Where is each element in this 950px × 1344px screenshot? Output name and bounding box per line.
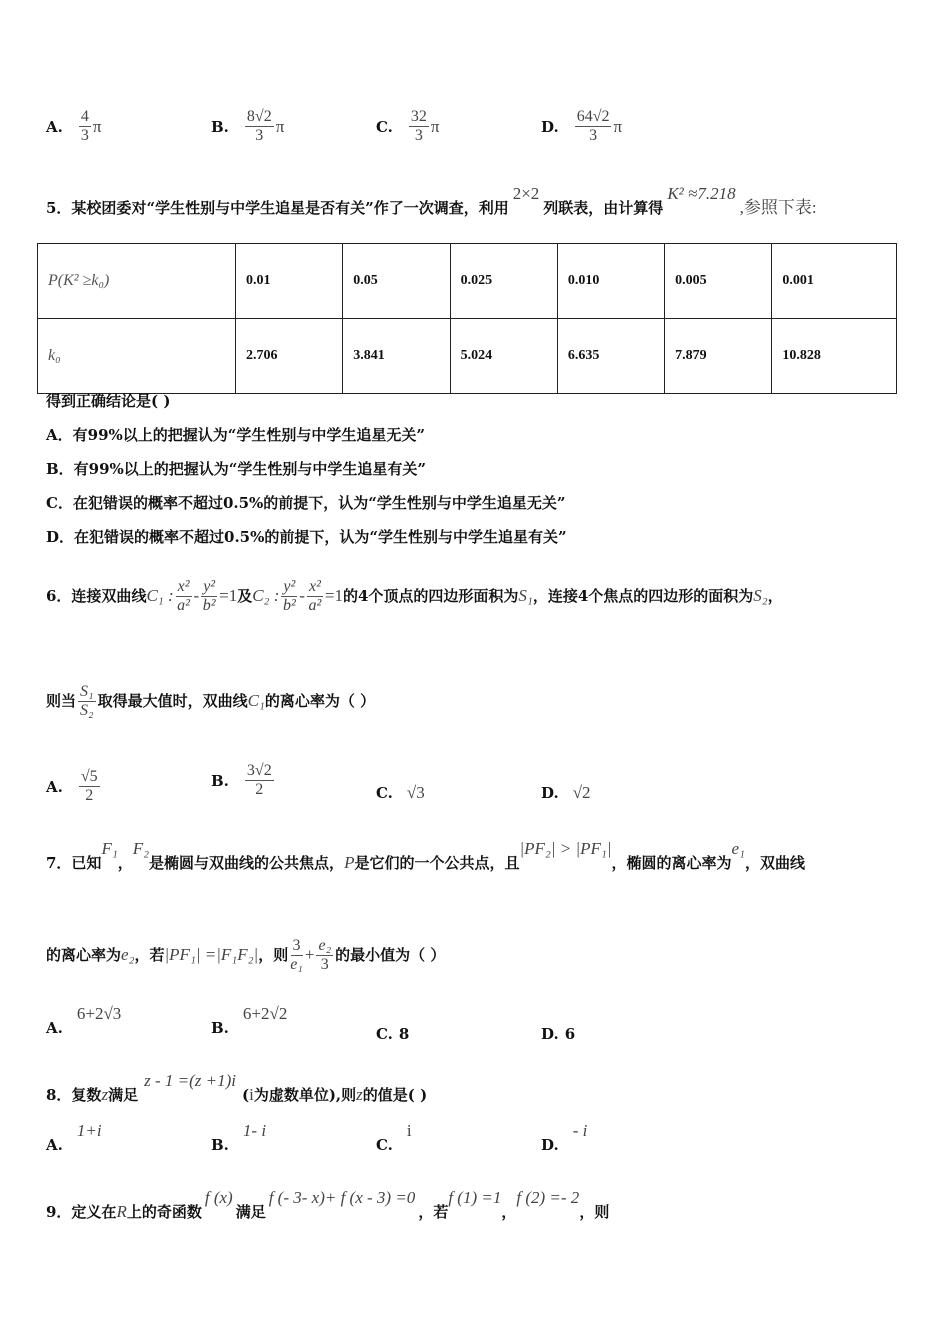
math: z - 1 =(z +1)i <box>144 1071 236 1090</box>
denominator: a² <box>308 596 322 614</box>
pi: π <box>92 116 102 136</box>
table-cell: 0.010 <box>557 244 664 319</box>
q4-option-c <box>376 108 440 145</box>
text: 上的奇函数 <box>126 1203 202 1221</box>
math: - <box>299 586 305 605</box>
math: C₁ <box>247 691 265 710</box>
text: ( <box>241 1086 250 1104</box>
text: ，椭圆的离心率为 <box>611 854 732 872</box>
option-label: B. <box>211 117 229 136</box>
denominator: 3 <box>80 127 89 144</box>
text: 的离心率为 <box>46 946 122 964</box>
table-cell: 3.841 <box>343 319 450 394</box>
math: |PF₂| > |PF₁| <box>519 839 612 858</box>
option-label: A. <box>46 777 63 796</box>
q7-stem <box>46 839 805 873</box>
text: 及 <box>237 587 253 605</box>
math: - i <box>572 1121 588 1140</box>
denominator: a² <box>177 596 190 614</box>
text: 取得最大值时，双曲线 <box>97 692 248 710</box>
option-label: D. <box>541 784 559 802</box>
text: 则当 <box>46 692 77 710</box>
numerator: x² <box>177 577 190 595</box>
math: S₂ <box>753 586 768 605</box>
math: 6+2√3 <box>76 1004 122 1023</box>
text: 是它们的一个公共点，且 <box>354 854 520 872</box>
text: 列联表，由计算得 <box>543 199 664 217</box>
option-label: B. <box>211 1136 229 1154</box>
text: 的值是( ) <box>362 1086 428 1104</box>
denominator: 3 <box>589 127 598 144</box>
denominator: S₂ <box>80 701 94 719</box>
denominator: e₁ <box>290 955 303 973</box>
q8-stem <box>46 1071 428 1105</box>
numerator: 8√2 <box>246 108 272 125</box>
numerator: 3√2 <box>246 762 272 779</box>
numerator: S₁ <box>80 682 94 700</box>
numerator: 32 <box>410 108 427 125</box>
table-cell: 0.005 <box>665 244 772 319</box>
q5-option-b: B．有99%以上的把握认为“学生性别与中学生追星有关” <box>46 460 427 478</box>
table-header: P(K² ≥k₀) <box>38 244 236 319</box>
q7-stem-2 <box>46 930 445 980</box>
pi: π <box>613 116 623 136</box>
math: F₂ <box>132 839 150 858</box>
math: + <box>304 945 315 964</box>
text: 9．定义在 <box>46 1203 117 1221</box>
q8-option-a <box>46 1121 102 1155</box>
table-cell: 0.01 <box>236 244 343 319</box>
math: F₁ <box>101 839 118 858</box>
math: 1- i <box>242 1121 267 1140</box>
q6-option-a <box>46 768 102 805</box>
text: 7．已知 <box>46 854 102 872</box>
text: ，若 <box>134 946 165 964</box>
q5-option-d: D．在犯错误的概率不超过0.5%的前提下，认为“学生性别与中学生追星有关” <box>46 528 567 546</box>
option-label: D. <box>541 1025 559 1043</box>
option-label: C. <box>376 117 393 136</box>
option-label: B. <box>211 1019 229 1037</box>
table-header: k₀ <box>38 319 236 394</box>
math: √3 <box>406 783 425 802</box>
math: e₁ <box>731 839 745 858</box>
text: ，若 <box>418 1203 449 1221</box>
q4-option-b <box>211 108 284 145</box>
numerator: 4 <box>80 108 89 125</box>
table-cell: 2.706 <box>236 319 343 394</box>
q6-option-b <box>211 762 276 799</box>
fraction <box>575 108 612 145</box>
math: e₂ <box>121 945 135 964</box>
text: 的4个顶点的四边形面积为 <box>342 587 519 605</box>
denominator: 3 <box>255 127 264 144</box>
table-cell: 0.001 <box>772 244 897 319</box>
q7-option-d <box>541 1025 575 1043</box>
option-label: C. <box>376 784 393 802</box>
option-label: A. <box>46 1136 63 1154</box>
text: 满足 <box>235 1203 266 1221</box>
q9-stem <box>46 1188 610 1222</box>
math: i <box>406 1121 412 1140</box>
text: ， <box>117 854 133 872</box>
q6-option-c <box>376 783 425 803</box>
fraction <box>79 108 91 145</box>
math: i <box>249 1085 254 1104</box>
numerator: 64√2 <box>576 108 610 125</box>
q6-option-d <box>541 783 591 803</box>
table-cell: 0.025 <box>450 244 557 319</box>
table-cell: 10.828 <box>772 319 897 394</box>
text: 5．某校团委对“学生性别与中学生追星是否有关”作了一次调查，利用 <box>46 199 509 217</box>
q5-option-a: A．有99%以上的把握认为“学生性别与中学生追星无关” <box>46 426 426 444</box>
math: C₂ : <box>252 586 280 605</box>
math: f (- 3- x)+ f (x - 3) =0 <box>268 1188 416 1207</box>
table-cell: 5.024 <box>450 319 557 394</box>
math: =1 <box>219 586 238 605</box>
option-value: 8 <box>398 1025 410 1043</box>
q8-option-c <box>376 1121 412 1155</box>
q6-stem-2 <box>46 676 375 726</box>
option-label: C. <box>376 1025 393 1043</box>
denominator: 2 <box>255 781 264 798</box>
math: - <box>193 586 200 605</box>
q5-stem <box>46 184 817 218</box>
q7-option-c <box>376 1025 409 1043</box>
critical-value-table <box>37 243 897 394</box>
text: ，则 <box>579 1203 610 1221</box>
q4-option-a <box>46 108 101 145</box>
text: 是椭圆与双曲线的公共焦点， <box>149 854 345 872</box>
q4-option-d <box>541 108 622 145</box>
q6-stem <box>46 570 783 622</box>
numerator: y² <box>283 577 296 595</box>
option-label: C. <box>376 1136 393 1154</box>
numerator: 3 <box>292 936 301 954</box>
q7-option-b <box>211 1004 288 1038</box>
text: ，则 <box>258 946 289 964</box>
text: 6．连接双曲线 <box>46 587 147 605</box>
fraction <box>245 108 274 145</box>
denominator: 2 <box>85 787 94 804</box>
option-label: A. <box>46 117 63 136</box>
math: f (2) =- 2 <box>516 1188 580 1207</box>
q8-option-b <box>211 1121 267 1155</box>
denominator: 3 <box>414 127 423 144</box>
table-cell: 7.879 <box>665 319 772 394</box>
table-cell: 6.635 <box>557 319 664 394</box>
math: 1+i <box>76 1121 102 1140</box>
option-label: A. <box>46 1019 63 1037</box>
q8-option-d <box>541 1121 588 1155</box>
text: ，连接4个焦点的四边形的面积为 <box>532 587 754 605</box>
math: z <box>101 1085 109 1104</box>
denominator: b² <box>282 596 296 614</box>
option-value: 6 <box>564 1025 576 1043</box>
math: f (x) <box>204 1188 233 1207</box>
q7-option-a <box>46 1004 122 1038</box>
math: =1 <box>324 586 343 605</box>
text: 的最小值为（ ） <box>335 946 446 964</box>
math: 2×2 <box>512 184 540 203</box>
pi: π <box>275 116 285 136</box>
denominator: b² <box>202 596 216 614</box>
math: K² ≈7.218 <box>667 184 736 203</box>
text: ， <box>501 1203 517 1221</box>
math: C₁ : <box>146 586 174 605</box>
math: |PF₁| =|F₁F₂| <box>164 945 259 964</box>
text: ，双曲线 <box>744 854 805 872</box>
math: P <box>344 853 355 872</box>
q5-prompt: 得到正确结论是( ) <box>46 392 171 410</box>
q5-option-c: C．在犯错误的概率不超过0.5%的前提下，认为“学生性别与中学生追星无关” <box>46 494 566 512</box>
math: S₁ <box>518 586 533 605</box>
denominator: 3 <box>320 955 329 973</box>
numerator: e₂ <box>318 936 332 954</box>
fraction <box>409 108 429 145</box>
text: 满足 <box>108 1086 139 1104</box>
math: f (1) =1 <box>448 1188 502 1207</box>
text: 8．复数 <box>46 1086 102 1104</box>
table-row <box>38 244 897 319</box>
numerator: √5 <box>80 768 98 785</box>
table-cell: 0.05 <box>343 244 450 319</box>
option-label: D. <box>541 117 559 136</box>
numerator: y² <box>203 577 216 595</box>
math: R <box>116 1202 127 1221</box>
math: z <box>356 1085 363 1104</box>
numerator: x² <box>308 577 321 595</box>
pi: π <box>430 116 440 136</box>
option-label: B. <box>211 771 229 790</box>
text: ， <box>767 587 783 605</box>
text: 为虚数单位),则 <box>253 1086 357 1104</box>
math: 6+2√2 <box>242 1004 288 1023</box>
text: ,参照下表: <box>739 198 817 217</box>
option-label: D. <box>541 1136 559 1154</box>
math: √2 <box>572 783 591 802</box>
table-row <box>38 319 897 394</box>
text: 的离心率为（ ） <box>264 692 376 710</box>
